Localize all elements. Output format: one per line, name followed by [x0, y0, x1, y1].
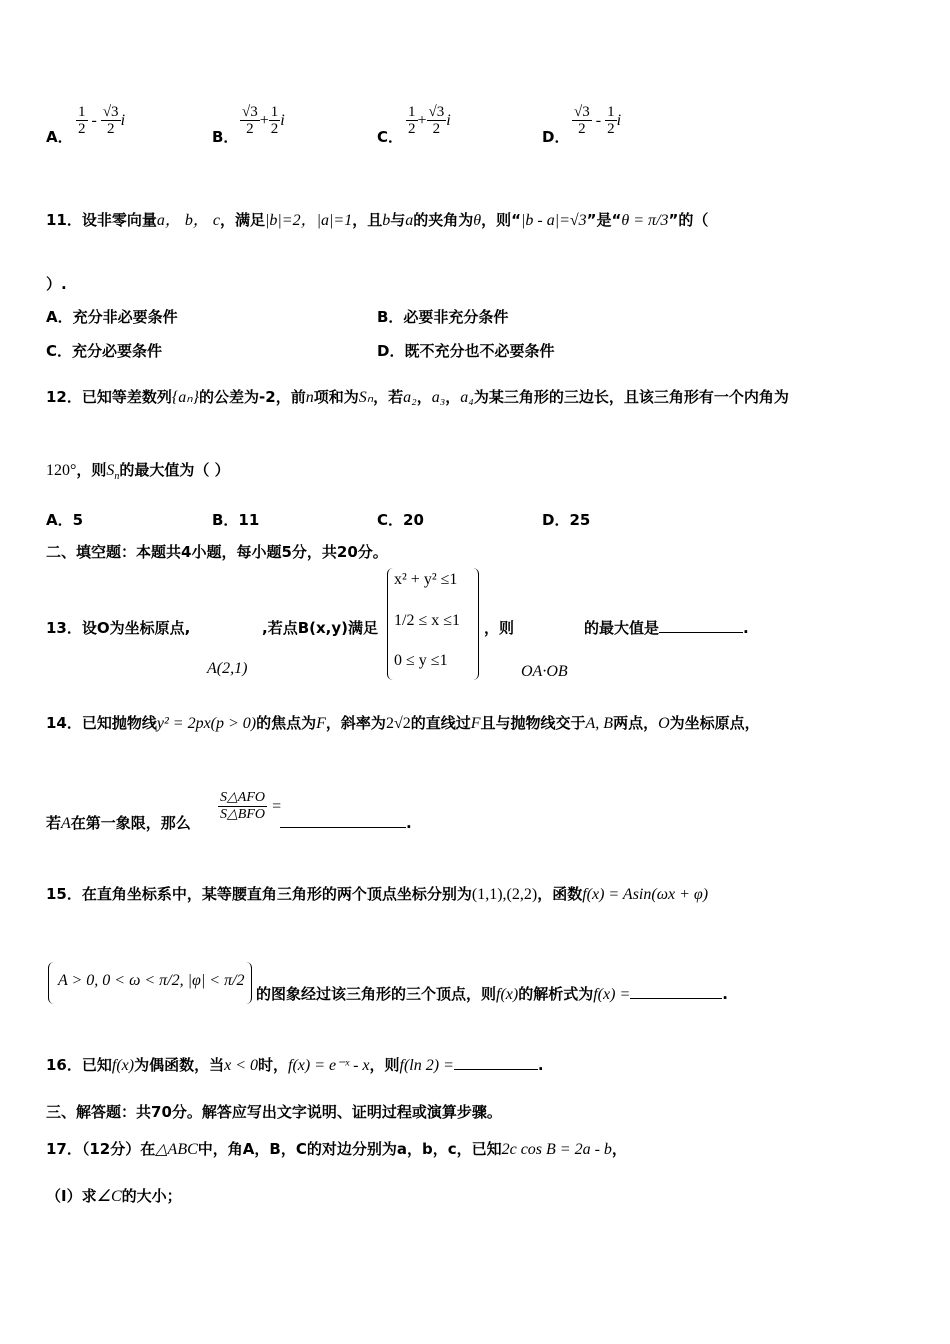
section-3-heading: 三、解答题：共70分。解答应写出文字说明、证明过程或演算步骤。 [46, 1103, 502, 1121]
q14-stem-2: 若A在第一象限，那么 [46, 814, 191, 832]
q10-option-d [542, 126, 569, 147]
q14-ratio: $\frac{\text{S△AFO}}{\text{S△BFO}}$ = [220, 790, 282, 822]
q17-stem: 17．（12分）在△ABC中，角A，B，C的对边分别为a，b，c，已知2c cos B = 2a - b， [46, 1140, 627, 1158]
q13-sys-3: 0 ≤ y ≤1 [394, 652, 448, 669]
q12-stem-2: 120°，则$S_n$的最大值为（ ） [46, 461, 230, 483]
q12-option-b: B．11 [212, 511, 260, 529]
q13-p1: 13．设O为坐标原点, [46, 619, 191, 637]
q10-option-b [212, 126, 238, 147]
q12-option-a: A．5 [46, 511, 84, 529]
q13-dot-product: OA·OB [521, 663, 568, 680]
option-letter: B． [212, 128, 239, 146]
q10-option-a [46, 126, 73, 147]
q14-stem: 14．已知抛物线y² = 2px(p > 0)的焦点为F，斜率为2√2的直线过F且与抛物线交于A, B两点，O为坐标原点， [46, 714, 760, 732]
q11-option-a: A．充分非必要条件 [46, 308, 178, 326]
q11-close: ）. [46, 275, 67, 293]
q13-sys-2: 1/2 ≤ x ≤1 [394, 612, 461, 629]
q13-p4: 的最大值是 . [584, 619, 749, 637]
q13-p2: ,若点B(x,y)满足 [262, 619, 378, 637]
q11-stem: 11．设非零向量a， b， c，满足|b|=2，|a|=1，且b与a的夹角为θ，则“|b - a|=√3”是“θ = π/3”的（ [46, 211, 709, 229]
q14-answer-blank: . [280, 813, 412, 833]
q12-option-d: D．25 [542, 511, 591, 529]
q16-stem: 16．已知f(x)为偶函数，当x < 0时，f(x) = e⁻ˣ - x，则f(ln 2) = . [46, 1056, 544, 1074]
option-letter: A． [46, 128, 73, 146]
q17-part-1: （Ⅰ）求∠C的大小； [46, 1187, 182, 1205]
q10-option-c [377, 126, 403, 147]
q11-option-c: C．充分必要条件 [46, 342, 163, 360]
q10-option-c-expr: $\frac{1}{2}$ + $\frac{√3}{2}$ i [408, 104, 451, 137]
q15-stem-2: 的图象经过该三角形的三个顶点，则f(x)的解析式为f(x) = . [256, 985, 728, 1003]
q13-point-a: A(2,1) [207, 660, 248, 677]
q11-option-b: B．必要非充分条件 [377, 308, 509, 326]
q12-option-c: C．20 [377, 511, 424, 529]
q15-stem: 15．在直角坐标系中，某等腰直角三角形的两个顶点坐标分别为(1,1),(2,2)，函数f(x) = Asin(ωx + φ) [46, 885, 709, 903]
q13-sys-1: x² + y² ≤1 [394, 571, 458, 588]
q10-option-d-expr: $\frac{√3}{2}$ - $\frac{1}{2}$ i [574, 104, 622, 137]
q12-stem: 12．已知等差数列{aₙ}的公差为-2，前n项和为Sₙ，若a₂，a₃，a₄为某三角形的三边长，且该三角形有一个内角为 [46, 388, 789, 406]
option-letter: C． [377, 128, 404, 146]
option-letter: D． [542, 128, 570, 146]
q13-p3: ，则 [484, 619, 515, 637]
q11-option-d: D．既不充分也不必要条件 [377, 342, 555, 360]
section-2-heading: 二、填空题：本题共4小题，每小题5分，共20分。 [46, 543, 388, 561]
q10-option-b-expr: $\frac{√3}{2}$ + $\frac{1}{2}$ i [242, 104, 285, 137]
q10-option-a-expr: $\frac{1}{2}$ - $\frac{√3}{2}$ i [78, 104, 126, 137]
q15-condition: A > 0, 0 < ω < π/2, |φ| < π/2 [58, 972, 245, 989]
